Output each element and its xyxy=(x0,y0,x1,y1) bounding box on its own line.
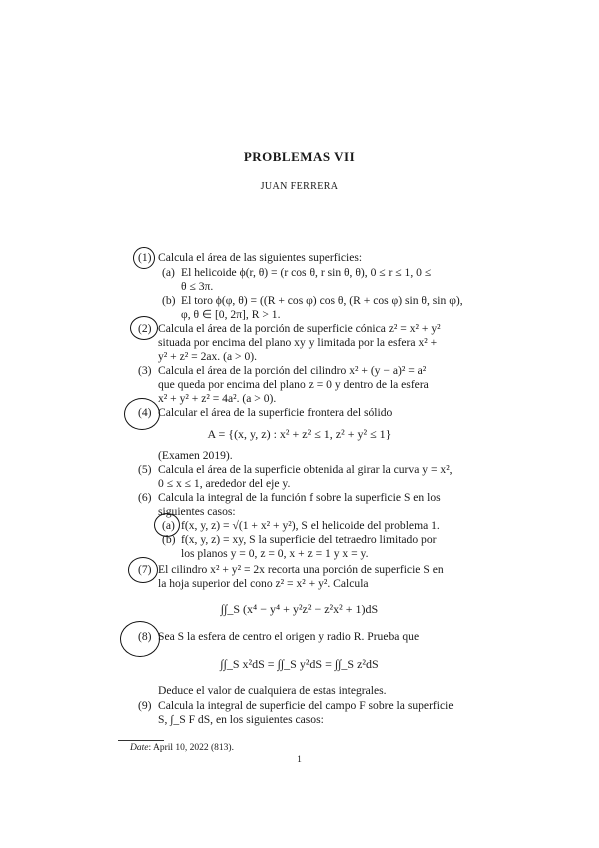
problem-1-number: (1) xyxy=(138,251,152,264)
problem-4-source: (Examen 2019). xyxy=(158,449,233,462)
handwritten-circle-problem-4 xyxy=(124,398,160,430)
problem-1b-text: El toro ϕ(φ, θ) = ((R + cos φ) cos θ, (R + cos φ) sin θ, sin φ), xyxy=(181,294,463,307)
problem-1b-label: (b) xyxy=(162,294,176,307)
footnote-rule xyxy=(118,740,164,741)
problem-6-text-cont: siguientes casos: xyxy=(158,505,236,518)
problem-7-number: (7) xyxy=(138,563,152,576)
problem-9-text-cont: S, ∫_S F dS, en los siguientes casos: xyxy=(158,713,324,726)
problem-3-number: (3) xyxy=(138,364,152,377)
footnote-text: : April 10, 2022 (813). xyxy=(148,743,234,753)
problem-6b-label: (b) xyxy=(162,533,176,546)
problem-1a-text: El helicoide ϕ(r, θ) = (r cos θ, r sin θ, θ), 0 ≤ r ≤ 1, 0 ≤ xyxy=(181,266,432,279)
problem-2-text-cont: situada por encima del plano xy y limitada por la esfera x² + xyxy=(158,336,438,349)
problem-8-text: Sea S la esfera de centro el origen y radio R. Prueba que xyxy=(158,630,420,643)
problem-6-text: Calcula la integral de la función f sobre la superficie S en los xyxy=(158,491,441,504)
problem-6b-text: f(x, y, z) = xy, S la superficie del tetraedro limitado por xyxy=(181,533,437,546)
problem-3-text-cont2: x² + y² + z² = 4a². (a > 0). xyxy=(158,392,277,405)
problem-5-number: (5) xyxy=(138,463,152,476)
footnote-label: Date xyxy=(130,743,149,753)
problem-6-number: (6) xyxy=(138,491,152,504)
problem-6a-text: f(x, y, z) = √(1 + x² + y²), S el helicoide del problema 1. xyxy=(181,519,440,532)
problem-9-text: Calcula la integral de superficie del campo F sobre la superficie xyxy=(158,699,454,712)
problem-9-number: (9) xyxy=(138,699,152,712)
problem-7-text-cont: la hoja superior del cono z² = x² + y². Calcula xyxy=(158,577,369,590)
problem-6a-label: (a) xyxy=(162,519,175,532)
problem-4-text: Calcular el área de la superficie frontera del sólido xyxy=(158,406,393,419)
problem-7-text: El cilindro x² + y² = 2x recorta una porción de superficie S en xyxy=(158,563,444,576)
problem-5-text-cont: 0 ≤ x ≤ 1, arededor del eje y. xyxy=(158,477,291,490)
problem-1b-text-cont: φ, θ ∈ [0, 2π], R > 1. xyxy=(181,308,281,321)
handwritten-circle-problem-8 xyxy=(120,621,160,657)
problem-1a-text-cont: θ ≤ 3π. xyxy=(181,280,214,293)
problem-4-number: (4) xyxy=(138,406,152,419)
page-number: 1 xyxy=(297,755,302,765)
problem-8-text-cont: Deduce el valor de cualquiera de estas integrales. xyxy=(158,684,387,697)
problem-2-text: Calcula el área de la porción de superficie cónica z² = x² + y² xyxy=(158,322,441,335)
problem-5-text: Calcula el área de la superficie obtenida al girar la curva y = x², xyxy=(158,463,453,476)
problem-1a-label: (a) xyxy=(162,266,175,279)
problem-8-number: (8) xyxy=(138,630,152,643)
handwritten-circle-problem-2 xyxy=(130,316,158,340)
document-author: JUAN FERRERA xyxy=(260,181,339,192)
footnote xyxy=(130,743,234,753)
problem-3-text-cont: que queda por encima del plano z = 0 y dentro de la esfera xyxy=(158,378,429,391)
problem-2-text-cont2: y² + z² = 2ax. (a > 0). xyxy=(158,350,257,363)
handwritten-circle-problem-1 xyxy=(133,247,155,269)
problem-6b-text-cont: los planos y = 0, z = 0, x + z = 1 y x = y. xyxy=(181,547,369,560)
problem-8-formula: ∫∫_S x²dS = ∫∫_S y²dS = ∫∫_S z²dS xyxy=(220,657,379,671)
problem-4-formula: A = {(x, y, z) : x² + z² ≤ 1, z² + y² ≤ 1} xyxy=(207,427,392,441)
handwritten-circle-problem-7 xyxy=(128,557,158,583)
document-title: PROBLEMAS VII xyxy=(243,149,356,164)
handwritten-circle-problem-6a xyxy=(154,513,180,537)
problem-3-text: Calcula el área de la porción del cilindro x² + (y − a)² = a² xyxy=(158,364,427,377)
problem-2-number: (2) xyxy=(138,322,152,335)
problem-7-formula: ∫∫_S (x⁴ − y⁴ + y²z² − z²x² + 1)dS xyxy=(220,602,379,616)
problem-1-text: Calcula el área de las siguientes superficies: xyxy=(158,251,363,264)
